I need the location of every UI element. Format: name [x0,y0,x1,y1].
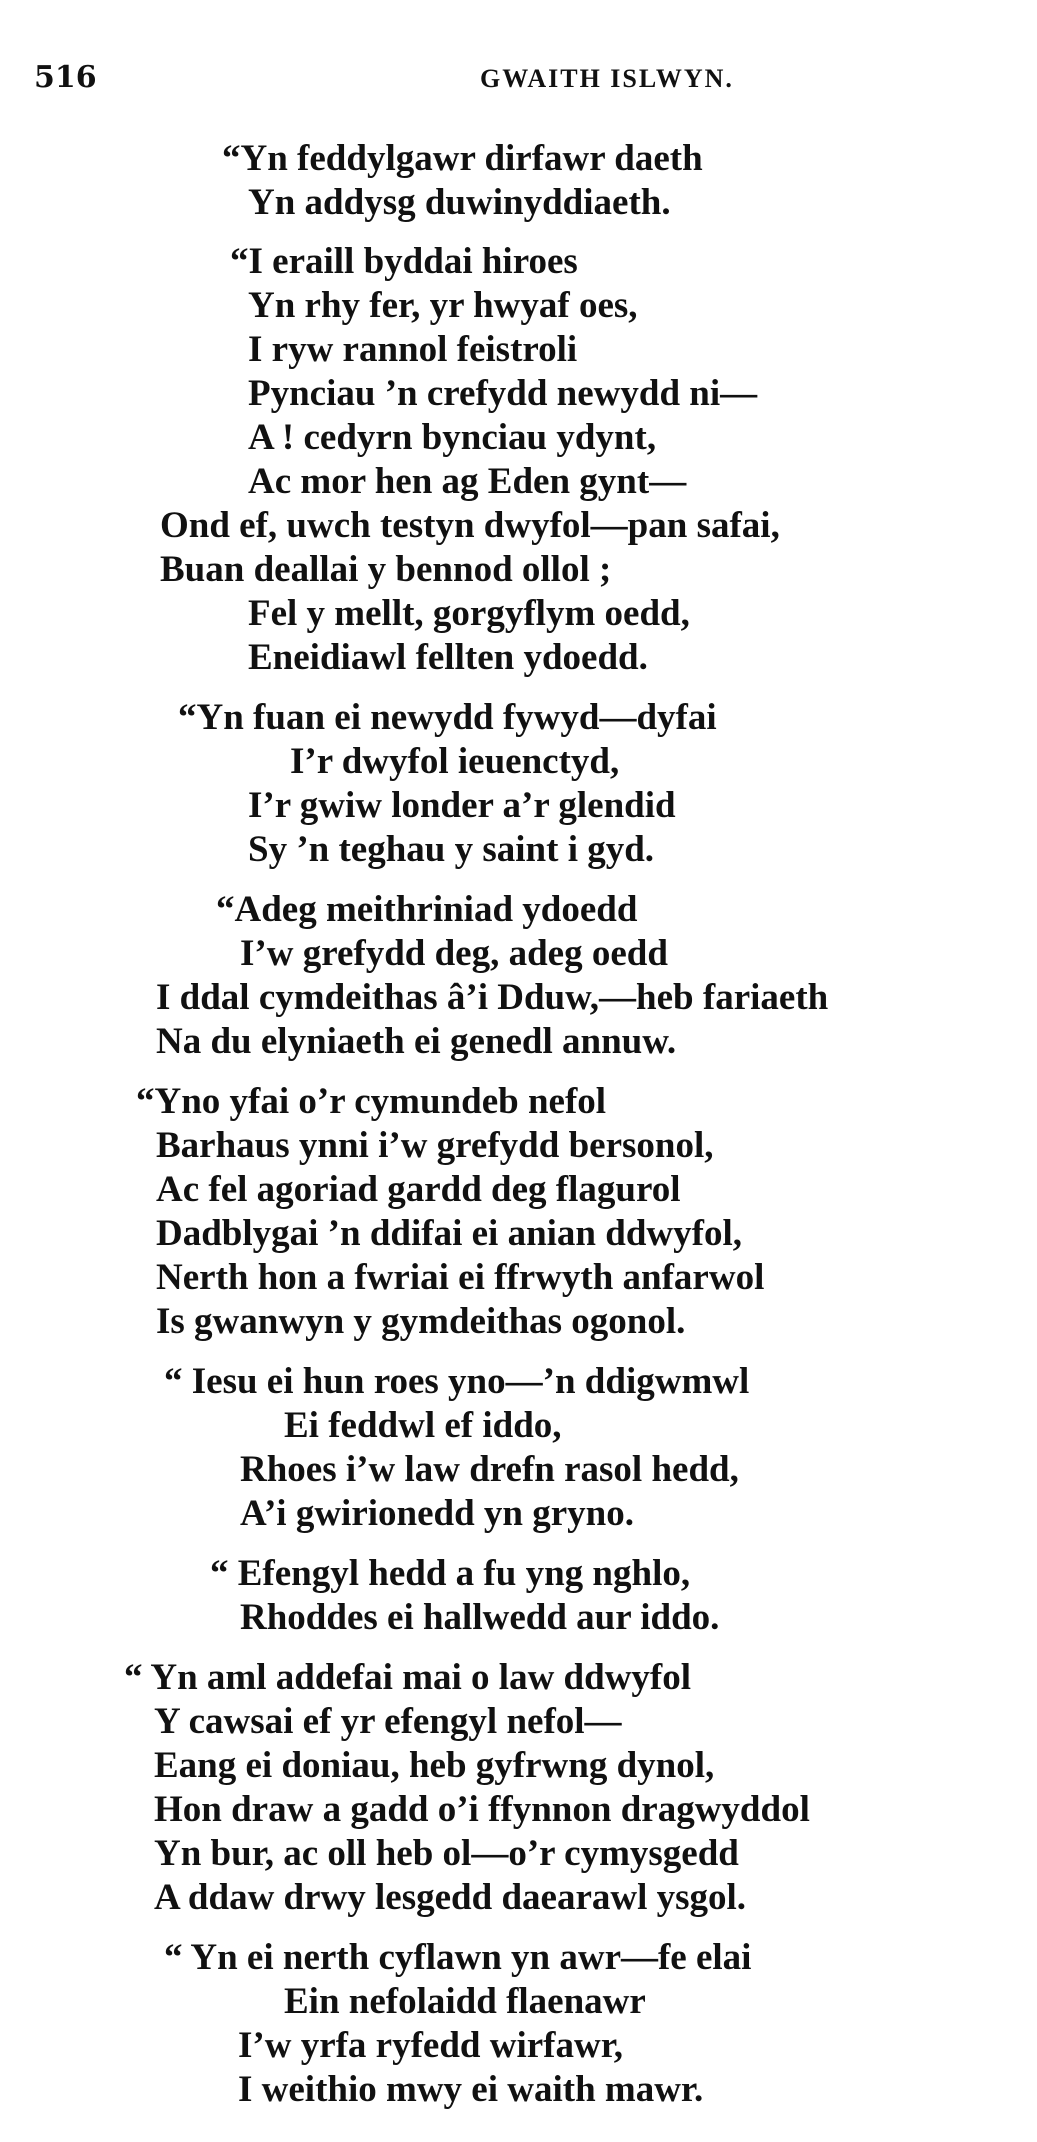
verse-line: A ddaw drwy lesgedd daearawl ysgol. [154,1877,747,1918]
verse-line: Ein nefolaidd flaenawr [284,1981,646,2022]
verse-line: Buan deallai y bennod ollol ; [160,549,612,590]
verse-line: Yn rhy fer, yr hwyaf oes, [248,285,638,326]
verse-line: Ei feddwl ef iddo, [284,1405,562,1446]
running-title: GWAITH ISLWYN. [480,64,734,93]
verse-line: Y cawsai ef yr efengyl nefol— [154,1701,622,1742]
verse-line: “ Yn aml addefai mai o law ddwyfol [124,1657,692,1698]
verse-line: I’r gwiw londer a’r glendid [248,785,676,826]
verse-line: I ddal cymdeithas â’i Dduw,—heb fariaeth [156,977,829,1018]
verse-line: Ond ef, uwch testyn dwyfol—pan safai, [160,505,780,546]
verse-line: I’w yrfa ryfedd wirfawr, [238,2025,623,2066]
verse-line: Eang ei doniau, heb gyfrwng dynol, [154,1745,715,1786]
verse-line: I’r dwyfol ieuenctyd, [290,741,620,782]
page-number: 516 [34,60,97,95]
verse-line: Ac fel agoriad gardd deg flagurol [156,1169,681,1210]
verse-line: Pynciau ’n crefydd newydd ni— [248,373,758,414]
verse-line: “ Yn ei nerth cyflawn yn awr—fe elai [164,1937,752,1978]
verse-line: Is gwanwyn y gymdeithas ogonol. [156,1301,686,1342]
verse-line: “Yn fuan ei newydd fywyd—dyfai [178,697,717,738]
verse-line: I weithio mwy ei waith mawr. [238,2069,704,2110]
verse-line: “Yno yfai o’r cymundeb nefol [136,1081,607,1122]
verse-line: Nerth hon a fwriai ei ffrwyth anfarwol [156,1257,765,1298]
verse-line: Sy ’n teghau y saint i gyd. [248,829,655,870]
verse-line: “ Efengyl hedd a fu yng nghlo, [210,1553,691,1594]
verse-line: Yn addysg duwinyddiaeth. [248,182,671,223]
verse-line: Hon draw a gadd o’i ffynnon dragwyddol [154,1789,810,1830]
verse-line: Dadblygai ’n ddifai ei anian ddwyfol, [156,1213,742,1254]
verse-line: Ac mor hen ag Eden gynt— [248,461,687,502]
verse-line: Rhoes i’w law drefn rasol hedd, [240,1449,739,1490]
verse-line: Eneidiawl fellten ydoedd. [248,637,648,678]
verse-line: A’i gwirionedd yn gryno. [240,1493,635,1534]
verse-line: “ Iesu ei hun roes yno—’n ddigwmwl [164,1361,750,1402]
verse-line: “Yn feddylgawr dirfawr daeth [222,138,703,179]
verse-line: Na du elyniaeth ei genedl annuw. [156,1021,677,1062]
verse-line: “Adeg meithriniad ydoedd [216,889,638,930]
verse-line: Rhoddes ei hallwedd aur iddo. [240,1597,720,1638]
verse-line: I’w grefydd deg, adeg oedd [240,933,668,974]
verse-line: I ryw rannol feistroli [248,329,578,370]
verse-line: Yn bur, ac oll heb ol—o’r cymysgedd [154,1833,739,1874]
verse-line: Barhaus ynni i’w grefydd bersonol, [156,1125,714,1166]
page-header [0,60,1037,100]
verse-line: Fel y mellt, gorgyflym oedd, [248,593,690,634]
verse-line: “I eraill byddai hiroes [230,241,578,282]
verse-line: A ! cedyrn bynciau ydynt, [248,417,657,458]
